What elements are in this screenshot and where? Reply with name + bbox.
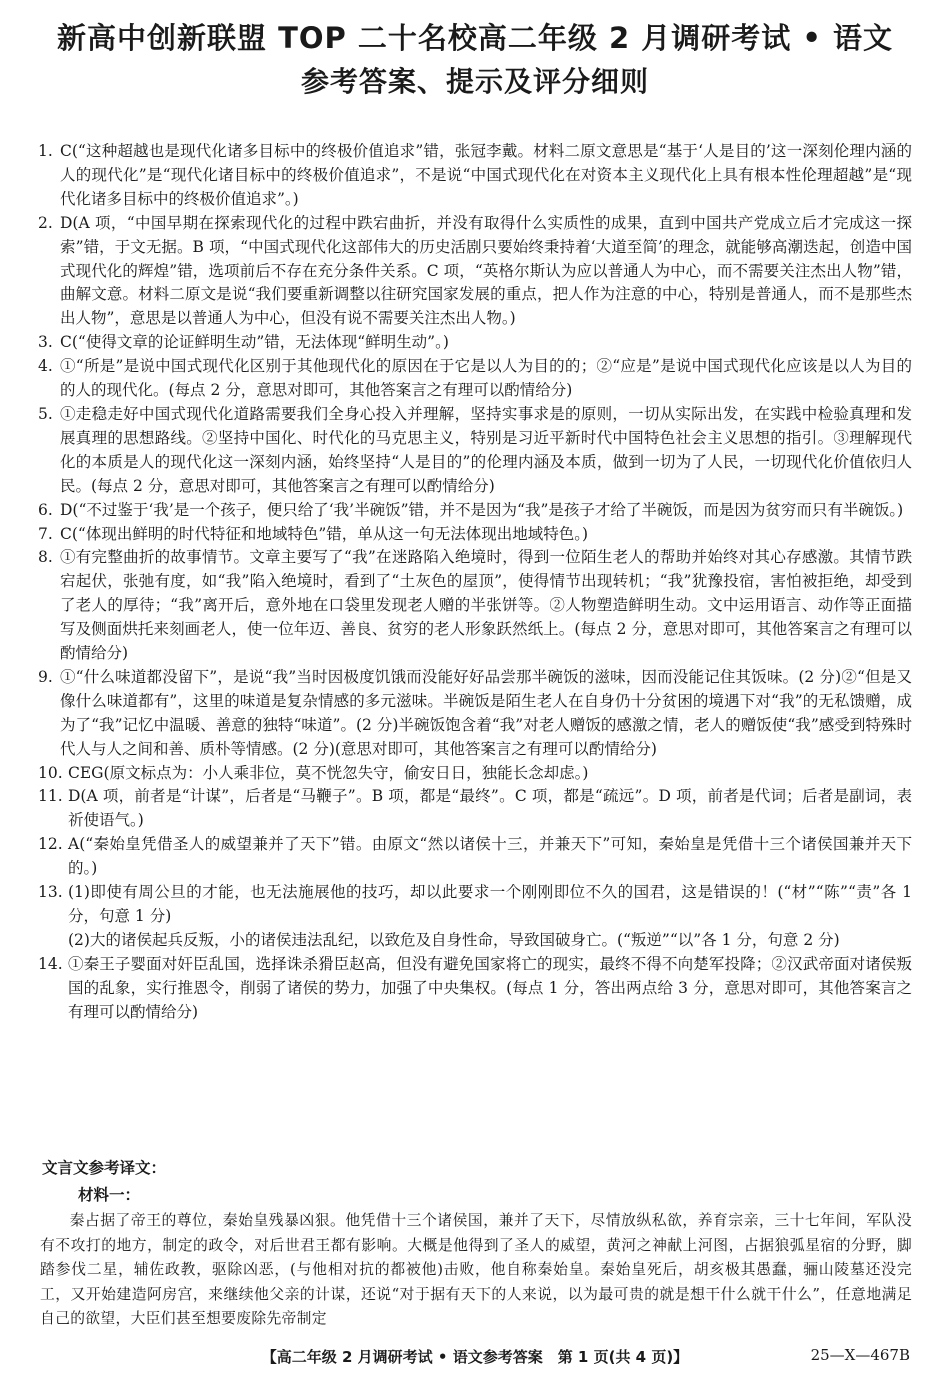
answer-item-5 xyxy=(38,403,912,499)
answer-text: CEG(原文标点为：小人乘非位，莫不恍忽失守，偷安日日，独能长念却虑。) xyxy=(68,763,589,782)
answer-number: 3. xyxy=(38,333,53,352)
answer-item-11 xyxy=(38,785,912,833)
answer-number: 11. xyxy=(38,787,63,806)
answer-item-14 xyxy=(38,953,912,1025)
answer-item-8 xyxy=(38,546,912,666)
answer-item-1 xyxy=(38,140,912,212)
answer-item-10 xyxy=(38,762,912,786)
answer-item-13 xyxy=(38,881,912,953)
answer-number: 8. xyxy=(38,548,53,567)
answer-text: ①有完整曲折的故事情节。文章主要写了“我”在迷路陷入绝境时，得到一位陌生老人的帮助并始终对其心存感激。其情节跌宕起伏，张弛有度，如“我”陷入绝境时，看到了“土灰色的屋顶”，使得情节出现转机；“我”犹豫投宿，害怕被拒绝，却受到了老人的厚待；“我”离开后，意外地在口袋里发现老人赠的半张饼等。②人物塑造鲜明生动。文中运用语言、动作等正面描写及侧面烘托来刻画老人，使一位年迈、善良、贫穷的老人形象跃然纸上。(每点 2 分，意思对即可，其他答案言之有理可以酌情给分) xyxy=(60,548,912,663)
answer-text: D(“不过鉴于‘我’是一个孩子，便只给了‘我’半碗饭”错，并不是因为“我”是孩子才给了半碗饭，而是因为贫穷而只有半碗饭。) xyxy=(60,500,904,519)
answer-number: 9. xyxy=(38,667,53,686)
answer-number: 13. xyxy=(38,883,63,902)
answer-number: 7. xyxy=(38,524,53,543)
answer-text: C(“这种超越也是现代化诸多目标中的终极价值追求”错，张冠李戴。材料二原文意思是“基于‘人是目的’这一深刻伦理内涵的人的现代化”是“现代化诸目标中的终极价值追求”，不是说“中国式现代化在对资本主义现代化上具有根本性伦理超越”是“现代化诸多目标中的终极价值追求”。) xyxy=(60,142,912,208)
translation-heading: 文言文参考译文： xyxy=(42,1159,167,1177)
answer-number: 10. xyxy=(38,763,63,782)
answer-text: ①“什么味道都没留下”，是说“我”当时因极度饥饿而没能好好品尝那半碗饭的滋味，因而没能记住其饭味。(2 分)②“但是又像什么味道都有”，这里的味道是复杂情感的多元滋味。半碗饭是陌生老人在自身仍十分贫困的境遇下对“我”的无私馈赠，成为了“我”记忆中温暖、善意的独特“味道”。(2 分)半碗饭饱含着“我”对老人赠饭的感激之情，老人的赠饭使“我”感受到特殊时代人与人之间和善、质朴等情感。(2 分)(意思对即可，其他答案言之有理可以酌情给分) xyxy=(60,667,912,758)
answer-item-4 xyxy=(38,355,912,403)
material-heading: 材料一： xyxy=(78,1186,141,1204)
page-title: 新高中创新联盟 TOP 二十名校高二年级 2 月调研考试 • 语文 xyxy=(57,21,893,55)
answer-text: D(A 项，“中国早期在探索现代化的过程中跌宕曲折，并没有取得什么实质性的成果，直到中国共产党成立后才完成这一探索”错，于文无据。B 项，“中国式现代化这部伟大的历史活剧只要始终秉持着‘大道至简’的理念，就能够高潮迭起，创造中国式现代化的辉煌”错，选项前后不存在充分条件关系。C 项，“英格尔斯认为应以普通人为中心，而不需要关注杰出人物”错，曲解文意。材料二原文是说“我们要重新调整以往研究国家发展的重点，把人作为注意的中心，特别是普通人，而不是那些杰出人物”，意思是以普通人为中心，但没有说不需要关注杰出人物。) xyxy=(60,213,912,328)
answer-number: 12. xyxy=(38,835,63,854)
answer-text: (1)即使有周公旦的才能，也无法施展他的技巧，却以此要求一个刚刚即位不久的国君，这是错误的！(“材”“陈”“责”各 1 分，句意 1 分) xyxy=(68,883,912,925)
answer-text: C(“使得文章的论证鲜明生动”错，无法体现“鲜明生动”。) xyxy=(60,333,449,352)
answer-text: C(“体现出鲜明的时代特征和地域特色”错，单从这一句无法体现出地域特色。) xyxy=(60,524,589,543)
answer-item-3 xyxy=(38,331,912,355)
answer-number: 4. xyxy=(38,357,53,376)
answer-item-7 xyxy=(38,523,912,547)
document-code: 25—X—467B xyxy=(810,1346,910,1364)
answer-text: D(A 项，前者是“计谋”，后者是“马鞭子”。B 项，都是“最终”。C 项，都是“疏远”。D 项，前者是代词；后者是副词，表祈使语气。) xyxy=(68,787,912,830)
answer-number: 6. xyxy=(38,500,53,519)
answer-item-12 xyxy=(38,833,912,881)
page-footer: 【高二年级 2 月调研考试 • 语文参考答案 第 1 页(共 4 页)】 xyxy=(261,1348,689,1366)
answer-text: ①秦王子婴面对奸臣乱国，选择诛杀猾臣赵高，但没有避免国家将亡的现实，最终不得不向楚军投降；②汉武帝面对诸侯叛国的乱象，实行推恩令，削弱了诸侯的势力，加强了中央集权。(每点 1 分，答出两点给 3 分，意思对即可，其他答案言之有理可以酌情给分) xyxy=(68,954,912,1021)
answer-item-2 xyxy=(38,212,912,332)
answer-number: 1. xyxy=(38,142,53,160)
answer-text: ①走稳走好中国式现代化道路需要我们全身心投入并理解，坚持实事求是的原则，一切从实际出发，在实践中检验真理和发展真理的思想路线。②坚持中国化、时代化的马克思主义，特别是习近平新时代中国特色社会主义思想的指引。③理解现代化的本质是人的现代化这一深刻内涵，始终坚持“人是目的”的伦理内涵及本质，做到一切为了人民，一切现代化价值依归人民。(每点 2 分，意思对即可，其他答案言之有理可以酌情给分) xyxy=(60,404,912,495)
page-subtitle: 参考答案、提示及评分细则 xyxy=(300,65,649,98)
translation-text: 秦占据了帝王的尊位，秦始皇残暴凶狠。他凭借十三个诸侯国，兼并了天下，尽情放纵私欲，养育宗亲，三十七年间，军队没有不攻打的地方，制定的政令，对后世君王都有影响。大概是他得到了圣人的威望，黄河之神献上河图，占据狼弧星宿的分野，脚踏参伐二星，辅佐政教，驱除凶恶，(与他相对抗的都被他)击败，他自称秦始皇。秦始皇死后，胡亥极其愚蠢，骊山陵墓还没完工，又开始建造阿房宫，来继续他父亲的计谋，还说“对于据有天下的人来说，以为最可贵的就是想干什么就干什么”，任意地满足自己的欲望，大臣们甚至想要废除先帝制定 xyxy=(40,1212,912,1328)
answer-text: ①“所是”是说中国式现代化区别于其他现代化的原因在于它是以人为目的的；②“应是”是说中国式现代化应该是以人为目的的人的现代化。(每点 2 分，意思对即可，其他答案言之有理可以酌情给分) xyxy=(60,357,912,400)
answer-text-part-2: (2)大的诸侯起兵反叛，小的诸侯违法乱纪，以致危及自身性命，导致国破身亡。(“叛逆”“以”各 1 分，句意 2 分) xyxy=(68,930,840,949)
answer-item-9 xyxy=(38,666,912,762)
answer-text: A(“秦始皇凭借圣人的威望兼并了天下”错。由原文“然以诸侯十三，并兼天下”可知，秦始皇是凭借十三个诸侯国兼并天下的。) xyxy=(68,835,912,878)
answer-number: 2. xyxy=(38,213,53,232)
answer-item-6 xyxy=(38,499,912,523)
answer-number: 5. xyxy=(38,404,53,423)
answer-number: 14. xyxy=(38,954,63,973)
answer-list xyxy=(38,140,912,1025)
